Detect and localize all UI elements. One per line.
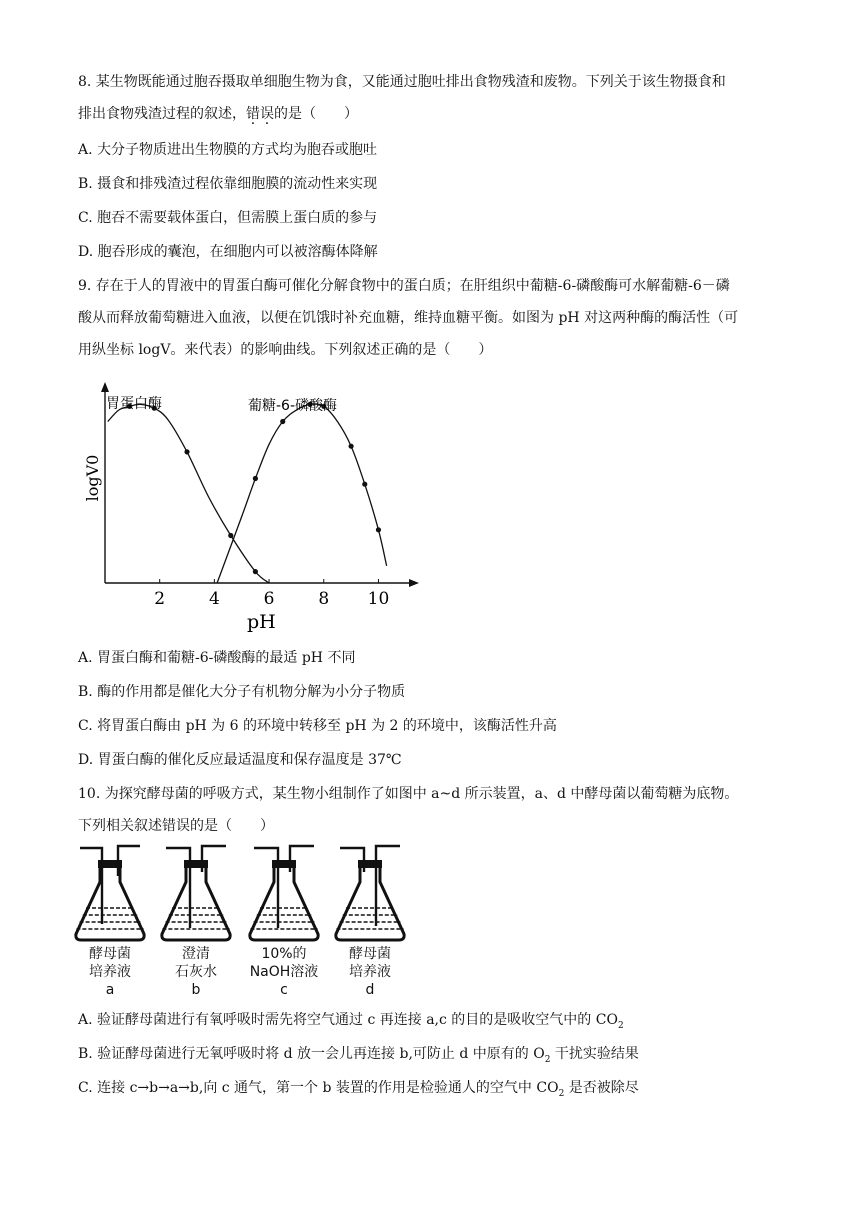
flask-d xyxy=(336,846,404,940)
q10-option-b xyxy=(78,1044,639,1070)
q8-option-b: B. 摄食和排残渣过程依靠细胞膜的流动性来实现 xyxy=(78,176,378,192)
flask-drawings xyxy=(76,846,404,940)
data-point xyxy=(228,533,233,538)
q10-option-b-text: B. 验证酵母菌进行无氧呼吸时将 d 放一会儿再连接 b,可防止 d 中原有的 O xyxy=(78,1046,545,1062)
flask-c-letter: c xyxy=(280,982,288,998)
y-axis-arrow xyxy=(101,382,109,392)
q8-stem-line2 xyxy=(78,104,358,124)
q9-stem-line2: 酸从而释放葡萄糖进入血液，以便在饥饿时补充血糖，维持血糖平衡。如图为 pH 对这两种酶的酶活性（可 xyxy=(78,310,739,326)
q9-option-c: C. 将胃蛋白酶由 pH 为 6 的环境中转移至 pH 为 2 的环境中，该酶活性升高 xyxy=(78,718,557,734)
flask-d-letter: d xyxy=(365,982,375,998)
data-point xyxy=(253,476,258,481)
q9-stem-line1: 9. 存在于人的胃液中的胃蛋白酶可催化分解食物中的蛋白质；在肝组织中葡糖-6-磷酸酶可水解葡糖-6－磷 xyxy=(78,278,730,294)
flask-d-label-1: 酵母菌 xyxy=(349,946,391,962)
flask-a-label-1: 酵母菌 xyxy=(89,946,131,962)
flask-a-letter: a xyxy=(105,982,115,998)
q8-stem-line1: 8. 某生物既能通过胞吞摄取单细胞生物为食，又能通过胞吐排出食物残渣和废物。下列关于该生物摄食和 xyxy=(78,74,726,90)
q8-option-d: D. 胞吞形成的囊泡，在细胞内可以被溶酶体降解 xyxy=(78,244,378,260)
subscript: 2 xyxy=(617,1020,624,1031)
yeast-apparatus-figure xyxy=(74,842,414,998)
enzyme-ph-chart xyxy=(82,378,422,640)
q9-option-d: D. 胃蛋白酶的催化反应最适温度和保存温度是 37℃ xyxy=(78,752,402,768)
q9-option-b: B. 酶的作用都是催化大分子有机物分解为小分子物质 xyxy=(78,684,406,700)
flask-d-label-2: 培养液 xyxy=(349,964,391,980)
x-tick-label: 8 xyxy=(318,589,330,609)
q10-stem-line2: 下列相关叙述错误的是（ ） xyxy=(78,818,274,834)
q10-option-a-text: A. 验证酵母菌进行有氧呼吸时需先将空气通过 c 再连接 a,c 的目的是吸收空气中的 CO xyxy=(78,1012,618,1028)
flask-stopper xyxy=(272,860,296,868)
series-label-pepsin: 胃蛋白酶 xyxy=(106,396,162,412)
data-point xyxy=(253,569,258,574)
data-point xyxy=(349,444,354,449)
flask-c xyxy=(250,846,318,940)
q9-option-a: A. 胃蛋白酶和葡糖-6-磷酸酶的最适 pH 不同 xyxy=(78,650,356,666)
q10-option-a xyxy=(78,1010,624,1036)
q9-stem-line3: 用纵坐标 logV。来代表）的影响曲线。下列叙述正确的是（ ） xyxy=(78,342,493,358)
flask-c-label-2: NaOH溶液 xyxy=(249,964,319,980)
flask-stopper xyxy=(358,860,382,868)
q10-option-c-tail: 是否被除尽 xyxy=(564,1080,639,1096)
data-point xyxy=(362,482,367,487)
x-tick-label: 10 xyxy=(367,589,390,609)
y-axis-label: logV0 xyxy=(83,454,102,502)
q10-option-c xyxy=(78,1078,639,1104)
chart-curves xyxy=(108,402,387,583)
q10-option-c-text: C. 连接 c→b→a→b,向 c 通气，第一个 b 装置的作用是检验通人的空气中 CO xyxy=(78,1080,559,1096)
flask-c-label-1: 10%的 xyxy=(261,946,307,962)
flask-b-letter: b xyxy=(191,982,201,998)
x-tick-label: 2 xyxy=(154,589,166,609)
flask-b-label-1: 澄清 xyxy=(182,946,210,962)
q8-stem-line2-post: 的是（ ） xyxy=(274,106,358,122)
data-point xyxy=(184,449,189,454)
subscript: 2 xyxy=(544,1054,551,1065)
flask-a-label-2: 培养液 xyxy=(89,964,131,980)
q10-stem-line1: 10. 为探究酵母菌的呼吸方式，某生物小组制作了如图中 a~d 所示装置，a、d 中酵母菌以葡萄糖为底物。 xyxy=(78,786,739,802)
pepsin-curve xyxy=(108,404,269,583)
x-axis-label: pH xyxy=(247,611,276,633)
q8-option-c: C. 胞吞不需要载体蛋白，但需膜上蛋白质的参与 xyxy=(78,210,378,226)
g6pase-curve xyxy=(217,404,387,583)
emphasis-char: 错 xyxy=(246,106,260,122)
data-point xyxy=(280,419,285,424)
series-label-g6pase: 葡糖-6-磷酸酶 xyxy=(248,398,338,414)
data-point xyxy=(376,527,381,532)
flask-b-label-2: 石灰水 xyxy=(175,964,217,980)
x-tick-label: 4 xyxy=(208,589,220,609)
q8-option-a: A. 大分子物质进出生物膜的方式均为胞吞或胞吐 xyxy=(78,142,378,158)
q10-option-b-tail: 干扰实验结果 xyxy=(550,1046,639,1062)
flask-a xyxy=(76,846,144,940)
flask-b xyxy=(162,846,230,940)
q8-stem-line2-pre: 排出食物残渣过程的叙述， xyxy=(78,106,246,122)
emphasis-char: 误 xyxy=(260,106,274,122)
subscript: 2 xyxy=(558,1088,565,1099)
x-tick-label: 6 xyxy=(263,589,275,609)
x-axis-arrow xyxy=(409,579,419,587)
flask-stopper xyxy=(184,860,208,868)
